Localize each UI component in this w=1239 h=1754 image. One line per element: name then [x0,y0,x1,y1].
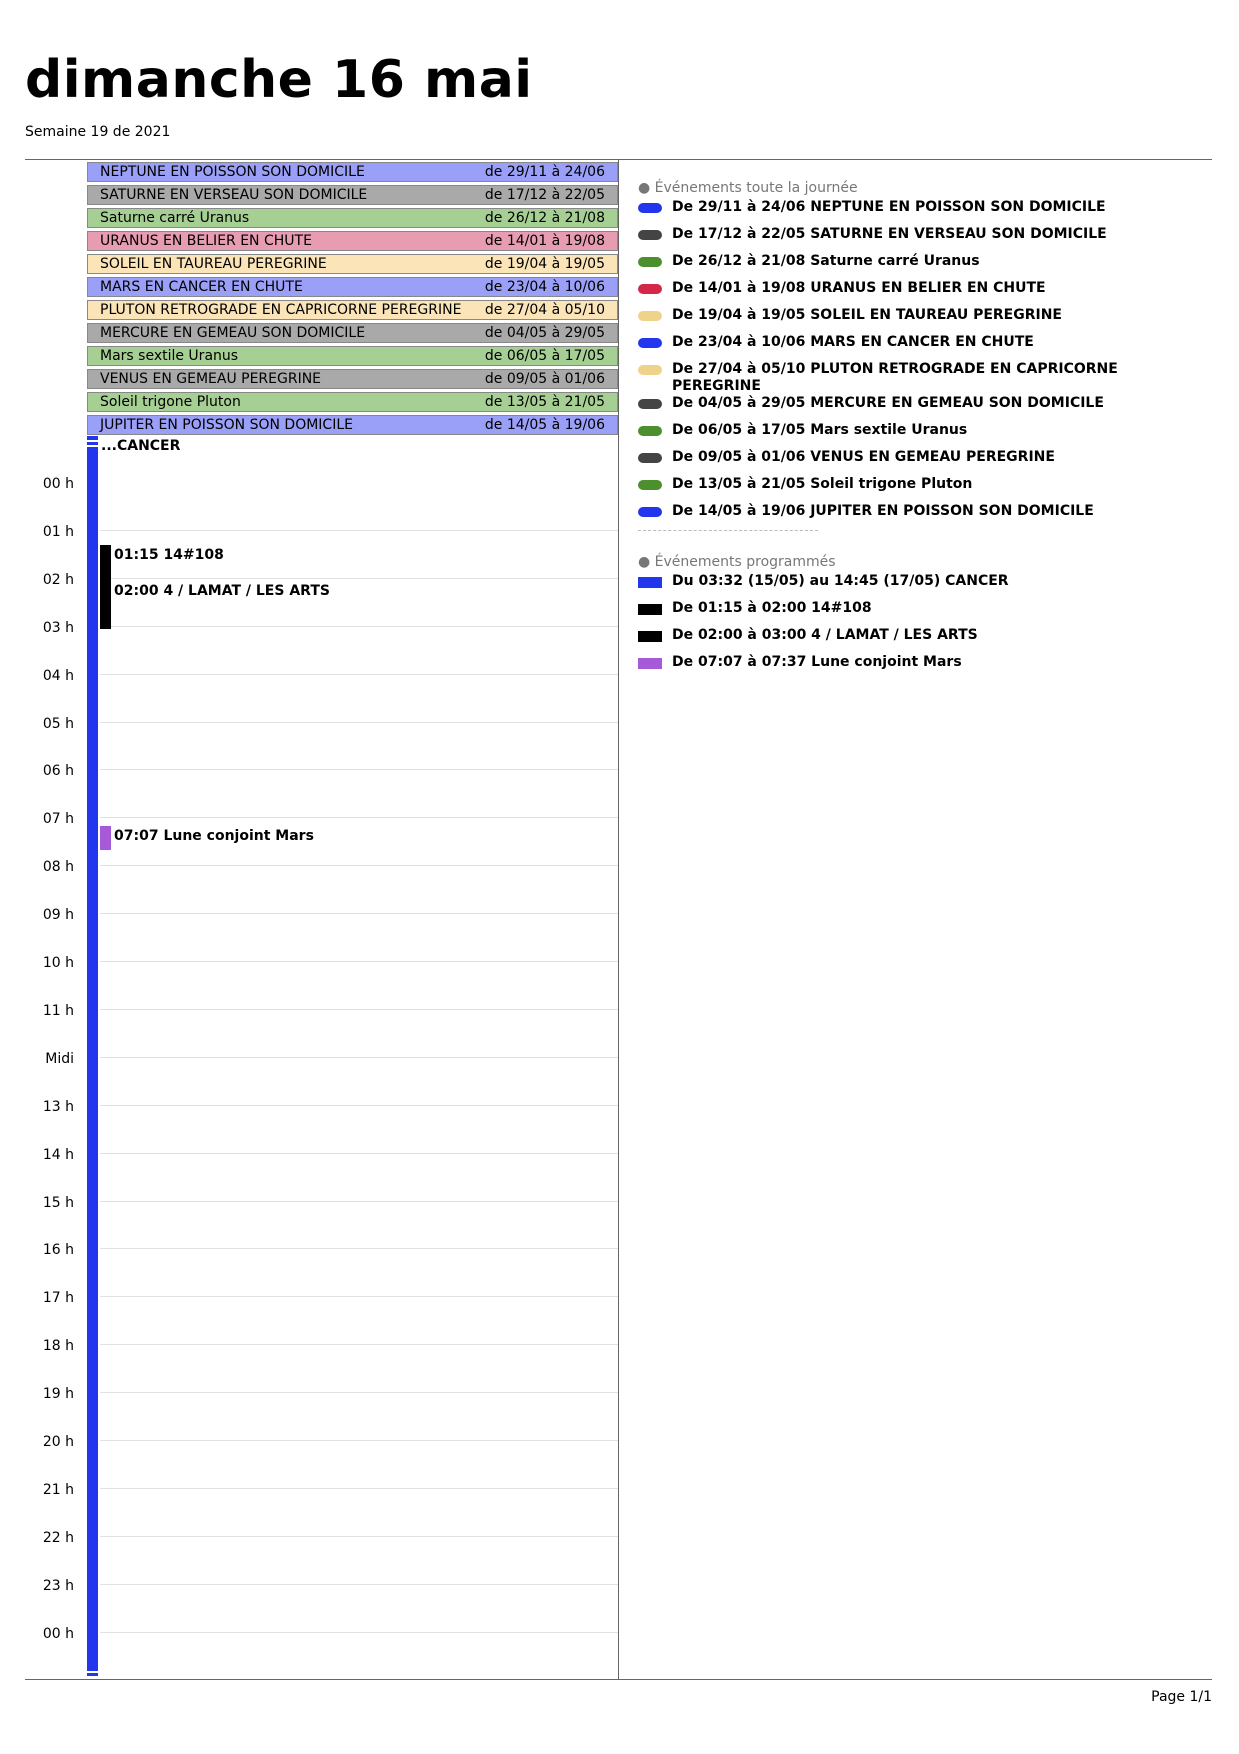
allday-event-bar[interactable] [87,254,618,274]
legend-color-swatch [638,311,662,321]
hour-gridline [100,1392,618,1393]
hour-gridline [100,1248,618,1249]
hour-label: 10 h [42,955,74,971]
timed-event-label[interactable]: 07:07 Lune conjoint Mars [114,827,314,844]
legend-item-text: De 17/12 à 22/05 SATURNE EN VERSEAU SON DOMICILE [672,226,1107,242]
allday-event-range: de 06/05 à 17/05 [484,348,605,364]
legend-color-swatch [638,338,662,348]
legend-item[interactable] [638,627,1198,654]
allday-event-range: de 26/12 à 21/08 [484,210,605,226]
hour-label: 23 h [42,1577,74,1594]
legend-item[interactable] [638,600,1198,627]
hour-gridline [100,530,618,531]
legend-color-swatch [638,631,662,642]
hour-gridline [100,722,618,723]
allday-legend-list [638,199,1198,530]
legend-item[interactable] [638,654,1198,681]
legend-item-text: De 27/04 à 05/10 PLUTON RETROGRADE EN CAPRICORNE PEREGRINE [672,361,1118,394]
timed-event-label[interactable]: 01:15 14#108 [114,546,224,563]
continuing-event-bar[interactable] [87,436,98,1678]
timed-event-block[interactable] [100,826,111,850]
hour-label: 09 h [42,907,74,924]
timed-event-block[interactable] [100,581,111,629]
legend-item[interactable] [638,449,1198,476]
legend-item[interactable] [638,503,1198,530]
hour-gridline [100,769,618,770]
legend-item-text: De 01:15 à 02:00 14#108 [672,600,872,616]
hour-gridline [100,1584,618,1585]
hour-gridline [100,1344,618,1345]
allday-event-bar[interactable] [87,369,618,389]
legend-item-text: De 26/12 à 21/08 Saturne carré Uranus [672,253,980,269]
allday-event-bar[interactable] [87,231,618,251]
allday-event-label: PLUTON RETROGRADE EN CAPRICORNE PEREGRINE [100,302,462,318]
allday-event-label: Saturne carré Uranus [100,210,250,226]
allday-event-bar[interactable] [87,392,618,412]
hour-label: 20 h [42,1434,74,1450]
legend-item[interactable] [638,226,1198,253]
hour-label: 14 h [42,1146,74,1163]
allday-event-range: de 13/05 à 21/05 [484,394,605,410]
hour-gridline [100,1440,618,1441]
legend-color-swatch [638,203,662,213]
allday-event-range: de 14/01 à 19/08 [484,233,605,249]
allday-event-label: Mars sextile Uranus [100,348,239,364]
hour-label: 16 h [42,1242,74,1259]
hour-gridline [100,1488,618,1489]
legend-color-swatch [638,577,662,588]
bottom-divider [25,1679,1212,1680]
allday-events-list [87,162,618,438]
continuing-event-label[interactable]: ...CANCER [101,438,181,454]
allday-event-bar[interactable] [87,346,618,366]
allday-event-label: SATURNE EN VERSEAU SON DOMICILE [100,187,368,203]
hour-gridline [100,1201,618,1202]
hour-label: 21 h [42,1481,74,1498]
hour-label: 15 h [42,1194,74,1211]
legend-item-text: Du 03:32 (15/05) au 14:45 (17/05) CANCER [672,573,1009,589]
legend-color-swatch [638,365,662,375]
week-subtitle: Semaine 19 de 2021 [25,124,171,140]
hour-gridline [100,626,618,627]
allday-event-bar[interactable] [87,162,618,182]
hour-label: 11 h [42,1002,74,1019]
allday-event-label: SOLEIL EN TAUREAU PEREGRINE [100,256,327,272]
event-continues-bottom-marker [87,1668,98,1678]
hour-label: 00 h [42,1625,74,1642]
hour-gridline [100,865,618,866]
hour-gridline [100,961,618,962]
allday-event-range: de 19/04 à 19/05 [484,256,605,272]
hour-label: 17 h [42,1290,74,1307]
allday-event-range: de 04/05 à 29/05 [484,325,605,341]
allday-event-label: NEPTUNE EN POISSON SON DOMICILE [100,164,365,180]
hour-label: 04 h [42,667,74,684]
hour-label: 07 h [42,811,74,828]
allday-event-bar[interactable] [87,208,618,228]
hour-gridline [100,913,618,914]
legend-item[interactable] [638,422,1198,449]
legend-separator [638,530,818,531]
scheduled-legend-list [638,573,1198,681]
legend-item-text: De 04/05 à 29/05 MERCURE EN GEMEAU SON DOMICILE [672,395,1104,411]
allday-event-bar[interactable] [87,323,618,343]
allday-event-bar[interactable] [87,277,618,297]
legend-color-swatch [638,257,662,267]
legend-item-text: De 29/11 à 24/06 NEPTUNE EN POISSON SON DOMICILE [672,199,1106,215]
scheduled-legend-heading: ● Événements programmés [638,554,836,570]
legend-color-swatch [638,426,662,436]
legend-item-text: De 07:07 à 07:37 Lune conjoint Mars [672,654,962,670]
legend-color-swatch [638,230,662,240]
hour-label: 01 h [42,523,74,540]
hour-label: 05 h [42,715,74,732]
legend-item-text: De 06/05 à 17/05 Mars sextile Uranus [672,422,968,438]
legend-color-swatch [638,507,662,517]
hour-label: 18 h [42,1338,74,1355]
allday-event-label: URANUS EN BELIER EN CHUTE [100,233,312,249]
legend-item[interactable] [638,361,1198,395]
hour-label: 08 h [42,859,74,876]
legend-item[interactable] [638,307,1198,334]
allday-event-range: de 17/12 à 22/05 [484,187,605,203]
legend-item-text: De 23/04 à 10/06 MARS EN CANCER EN CHUTE [672,334,1034,350]
allday-event-label: MERCURE EN GEMEAU SON DOMICILE [100,325,366,341]
hour-gridline [100,578,618,579]
allday-event-range: de 29/11 à 24/06 [484,164,605,180]
timed-event-block[interactable] [100,545,111,581]
allday-event-bar[interactable] [87,415,618,435]
hour-label: 06 h [42,763,74,780]
legend-color-swatch [638,453,662,463]
hour-label: 13 h [42,1098,74,1115]
hour-gridline [100,1057,618,1058]
allday-event-range: de 09/05 à 01/06 [484,371,605,387]
hour-gridline [100,1105,618,1106]
legend-item-text: De 19/04 à 19/05 SOLEIL EN TAUREAU PEREGRINE [672,307,1062,323]
legend-item-text: De 09/05 à 01/06 VENUS EN GEMEAU PEREGRINE [672,449,1055,465]
hour-label: 19 h [42,1386,74,1403]
allday-event-range: de 14/05 à 19/06 [484,417,605,433]
allday-event-label: MARS EN CANCER EN CHUTE [100,279,303,295]
legend-item[interactable] [638,395,1198,422]
legend-item[interactable] [638,573,1198,600]
hour-label: 22 h [42,1529,74,1546]
hour-label: 03 h [42,619,74,636]
allday-event-label: VENUS EN GEMEAU PEREGRINE [100,371,322,387]
allday-event-label: Soleil trigone Pluton [100,394,241,410]
legend-item[interactable] [638,199,1198,226]
column-divider [618,159,619,1679]
legend-item-text: De 02:00 à 03:00 4 / LAMAT / LES ARTS [672,627,978,643]
legend-color-swatch [638,399,662,409]
legend-panel [638,177,1198,681]
allday-event-range: de 27/04 à 05/10 [484,302,605,318]
hour-label: 02 h [42,571,74,588]
page-title: dimanche 16 mai [25,50,533,110]
legend-item-text: De 13/05 à 21/05 Soleil trigone Pluton [672,476,973,492]
hour-label: 00 h [42,476,74,492]
legend-color-swatch [638,604,662,615]
page-number: Page 1/1 [1151,1689,1212,1705]
allday-event-label: JUPITER EN POISSON SON DOMICILE [100,417,353,433]
allday-legend-heading: ● Événements toute la journée [638,180,858,196]
hour-gridline [100,1536,618,1537]
legend-item[interactable] [638,280,1198,307]
legend-item[interactable] [638,253,1198,280]
hour-gridline [100,1009,618,1010]
allday-event-bar[interactable] [87,185,618,205]
legend-color-swatch [638,284,662,294]
hour-gridline [100,1632,618,1633]
hour-gridline [100,817,618,818]
allday-event-range: de 23/04 à 10/06 [484,279,605,295]
hour-gridline [100,674,618,675]
legend-item-text: De 14/05 à 19/06 JUPITER EN POISSON SON DOMICILE [672,503,1094,519]
hour-gridline [100,1153,618,1154]
hour-label: Midi [45,1050,74,1067]
allday-event-bar[interactable] [87,300,618,320]
legend-color-swatch [638,480,662,490]
hour-gridline [100,1296,618,1297]
event-continues-top-marker [87,437,98,447]
timed-event-label[interactable]: 02:00 4 / LAMAT / LES ARTS [114,582,330,599]
legend-item[interactable] [638,476,1198,503]
legend-item-text: De 14/01 à 19/08 URANUS EN BELIER EN CHUTE [672,280,1046,296]
legend-color-swatch [638,658,662,669]
legend-item[interactable] [638,334,1198,361]
